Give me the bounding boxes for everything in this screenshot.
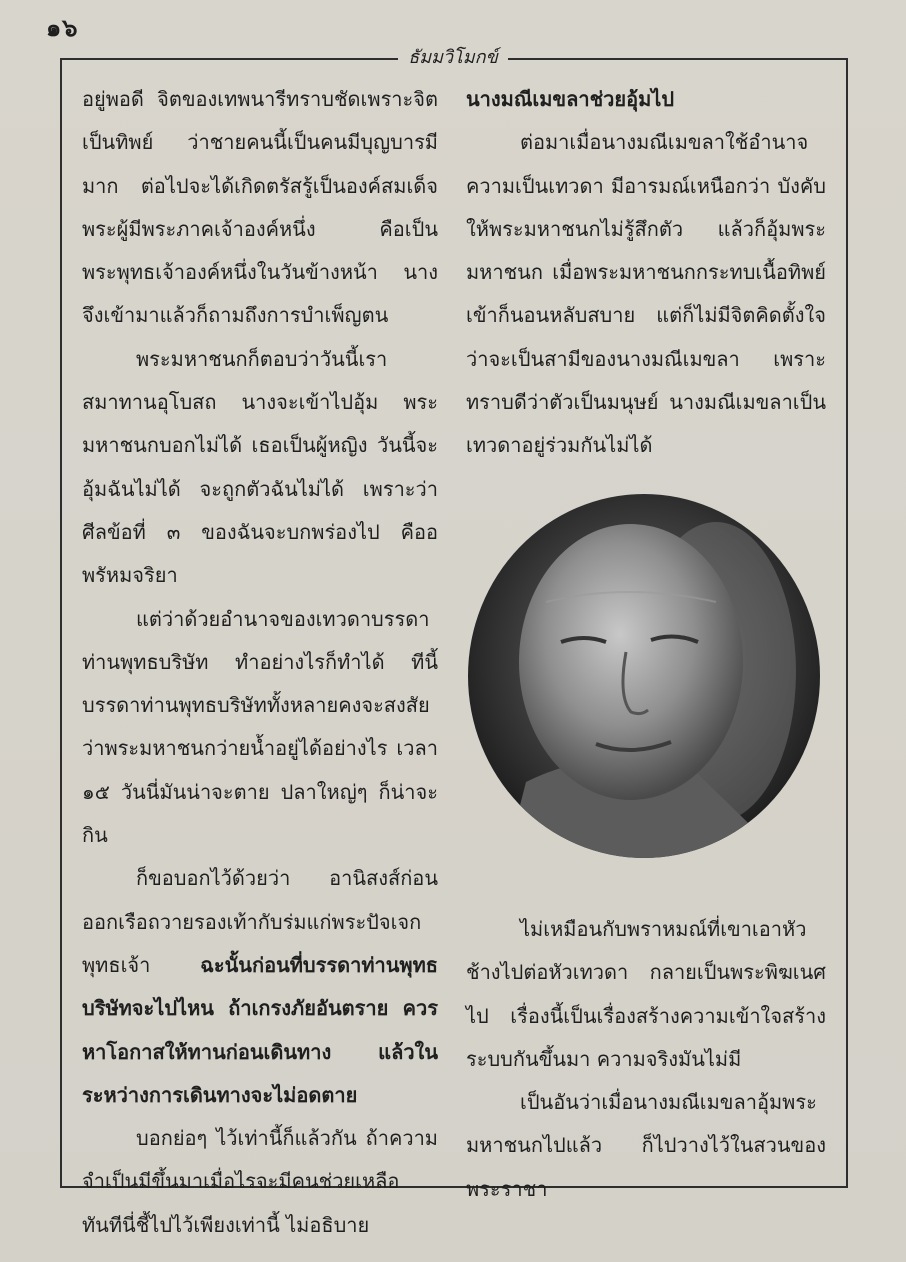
section-heading: นางมณีเมขลาช่วยอุ้มไป bbox=[466, 87, 675, 111]
left-paragraph-2: พระมหาชนกก็ตอบว่าวันนี้เราสมาทานอุโบสถ นางจะเข้าไปอุ้ม พระมหาชนกบอกไม่ได้ เธอเป็นผู้หญิง วันนี้จะอุ้มฉันไม่ได้ จะถูกตัวฉันไม่ได้ เพราะว่าศีลข้อที่ ๓ ของฉันจะบกพร่องไป คืออพรัหมจริยา bbox=[82, 346, 438, 588]
left-paragraph-3: แต่ว่าด้วยอำนาจของเทวดาบรรดาท่านพุทธบริษัท ทำอย่างไรก็ทำได้ ทีนี้บรรดาท่านพุทธบริษัททั้งหลายคงจะสงสัยว่าพระมหาชนกว่ายน้ำอยู่ได้อย่างไร เวลา ๑๕ วันนี่มันน่าจะตาย ปลาใหญ่ๆ ก็น่าจะกิน bbox=[82, 606, 438, 848]
running-header bbox=[0, 42, 906, 71]
right-column-bottom bbox=[466, 908, 826, 1211]
left-paragraph-4 bbox=[82, 857, 438, 1117]
portrait-icon bbox=[466, 492, 822, 860]
page-number: ๑๖ bbox=[46, 13, 79, 42]
right-paragraph-1: ต่อมาเมื่อนางมณีเมขลาใช้อำนาจความเป็นเทวดา มีอารมณ์เหนือกว่า บังคับให้พระมหาชนกไม่รู้สึกตัว แล้วก็อุ้มพระมหาชนก เมื่อพระมหาชนกกระทบเนื้อทิพย์เข้าก็นอนหลับสบาย แต่ก็ไม่มีจิตคิดตั้งใจว่าจะเป็นสามีของนางมณีเมขลา เพราะทราบดีว่าตัวเป็นมนุษย์ นางมณีเมขลาเป็นเทวดาอยู่ร่วมกันไม่ได้ bbox=[466, 130, 826, 458]
running-header-text: ธัมมวิโมกข์ bbox=[398, 47, 508, 68]
left-paragraph-1: อยู่พอดี จิตของเทพนารีทราบชัดเพราะจิตเป็นทิพย์ ว่าชายคนนี้เป็นคนมีบุญบารมีมาก ต่อไปจะได้เกิดตรัสรู้เป็นองค์สมเด็จพระผู้มีพระภาคเจ้าองค์หนึ่ง คือเป็นพระพุทธเจ้าองค์หนึ่งในวันข้างหน้า นางจึงเข้ามาแล้วก็ถามถึงการบำเพ็ญตน bbox=[82, 87, 438, 328]
left-paragraph-4-text: ก็ขอบอกไว้ด้วยว่า อานิสงส์ก่อนออกเรือถวายรองเท้ากับร่มแก่พระปัจเจกพุทธเจ้า bbox=[82, 866, 438, 977]
right-column-top bbox=[466, 78, 826, 468]
left-paragraph-4-bold: ฉะนั้นก่อนที่บรรดาท่านพุทธบริษัทจะไปไหน ถ้าเกรงภัยอันตราย ควรหาโอกาสให้ทานก่อนเดินทาง แล้วในระหว่างการเดินทางจะไม่อดตาย bbox=[82, 952, 438, 1107]
right-paragraph-2: ไม่เหมือนกับพราหมณ์ที่เขาเอาหัวช้างไปต่อหัวเทวดา กลายเป็นพระพิฆเนศไป เรื่องนี้เป็นเรื่องสร้างความเข้าใจสร้างระบบกันขึ้นมา ความจริงมันไม่มี bbox=[466, 917, 826, 1071]
left-paragraph-5: บอกย่อๆ ไว้เท่านี้ก็แล้วกัน ถ้าความจำเป็นมีขึ้นมาเมื่อไรจะมีคนช่วยเหลือทันทีนี่ชี้ไปไว้เพียงเท่านี้ ไม่อธิบาย bbox=[82, 1126, 438, 1237]
left-column bbox=[82, 78, 438, 1247]
monk-portrait-photo bbox=[466, 492, 822, 860]
right-paragraph-3: เป็นอันว่าเมื่อนางมณีเมขลาอุ้มพระมหาชนกไปแล้ว ก็ไปวางไว้ในสวนของพระราชา bbox=[466, 1090, 826, 1201]
